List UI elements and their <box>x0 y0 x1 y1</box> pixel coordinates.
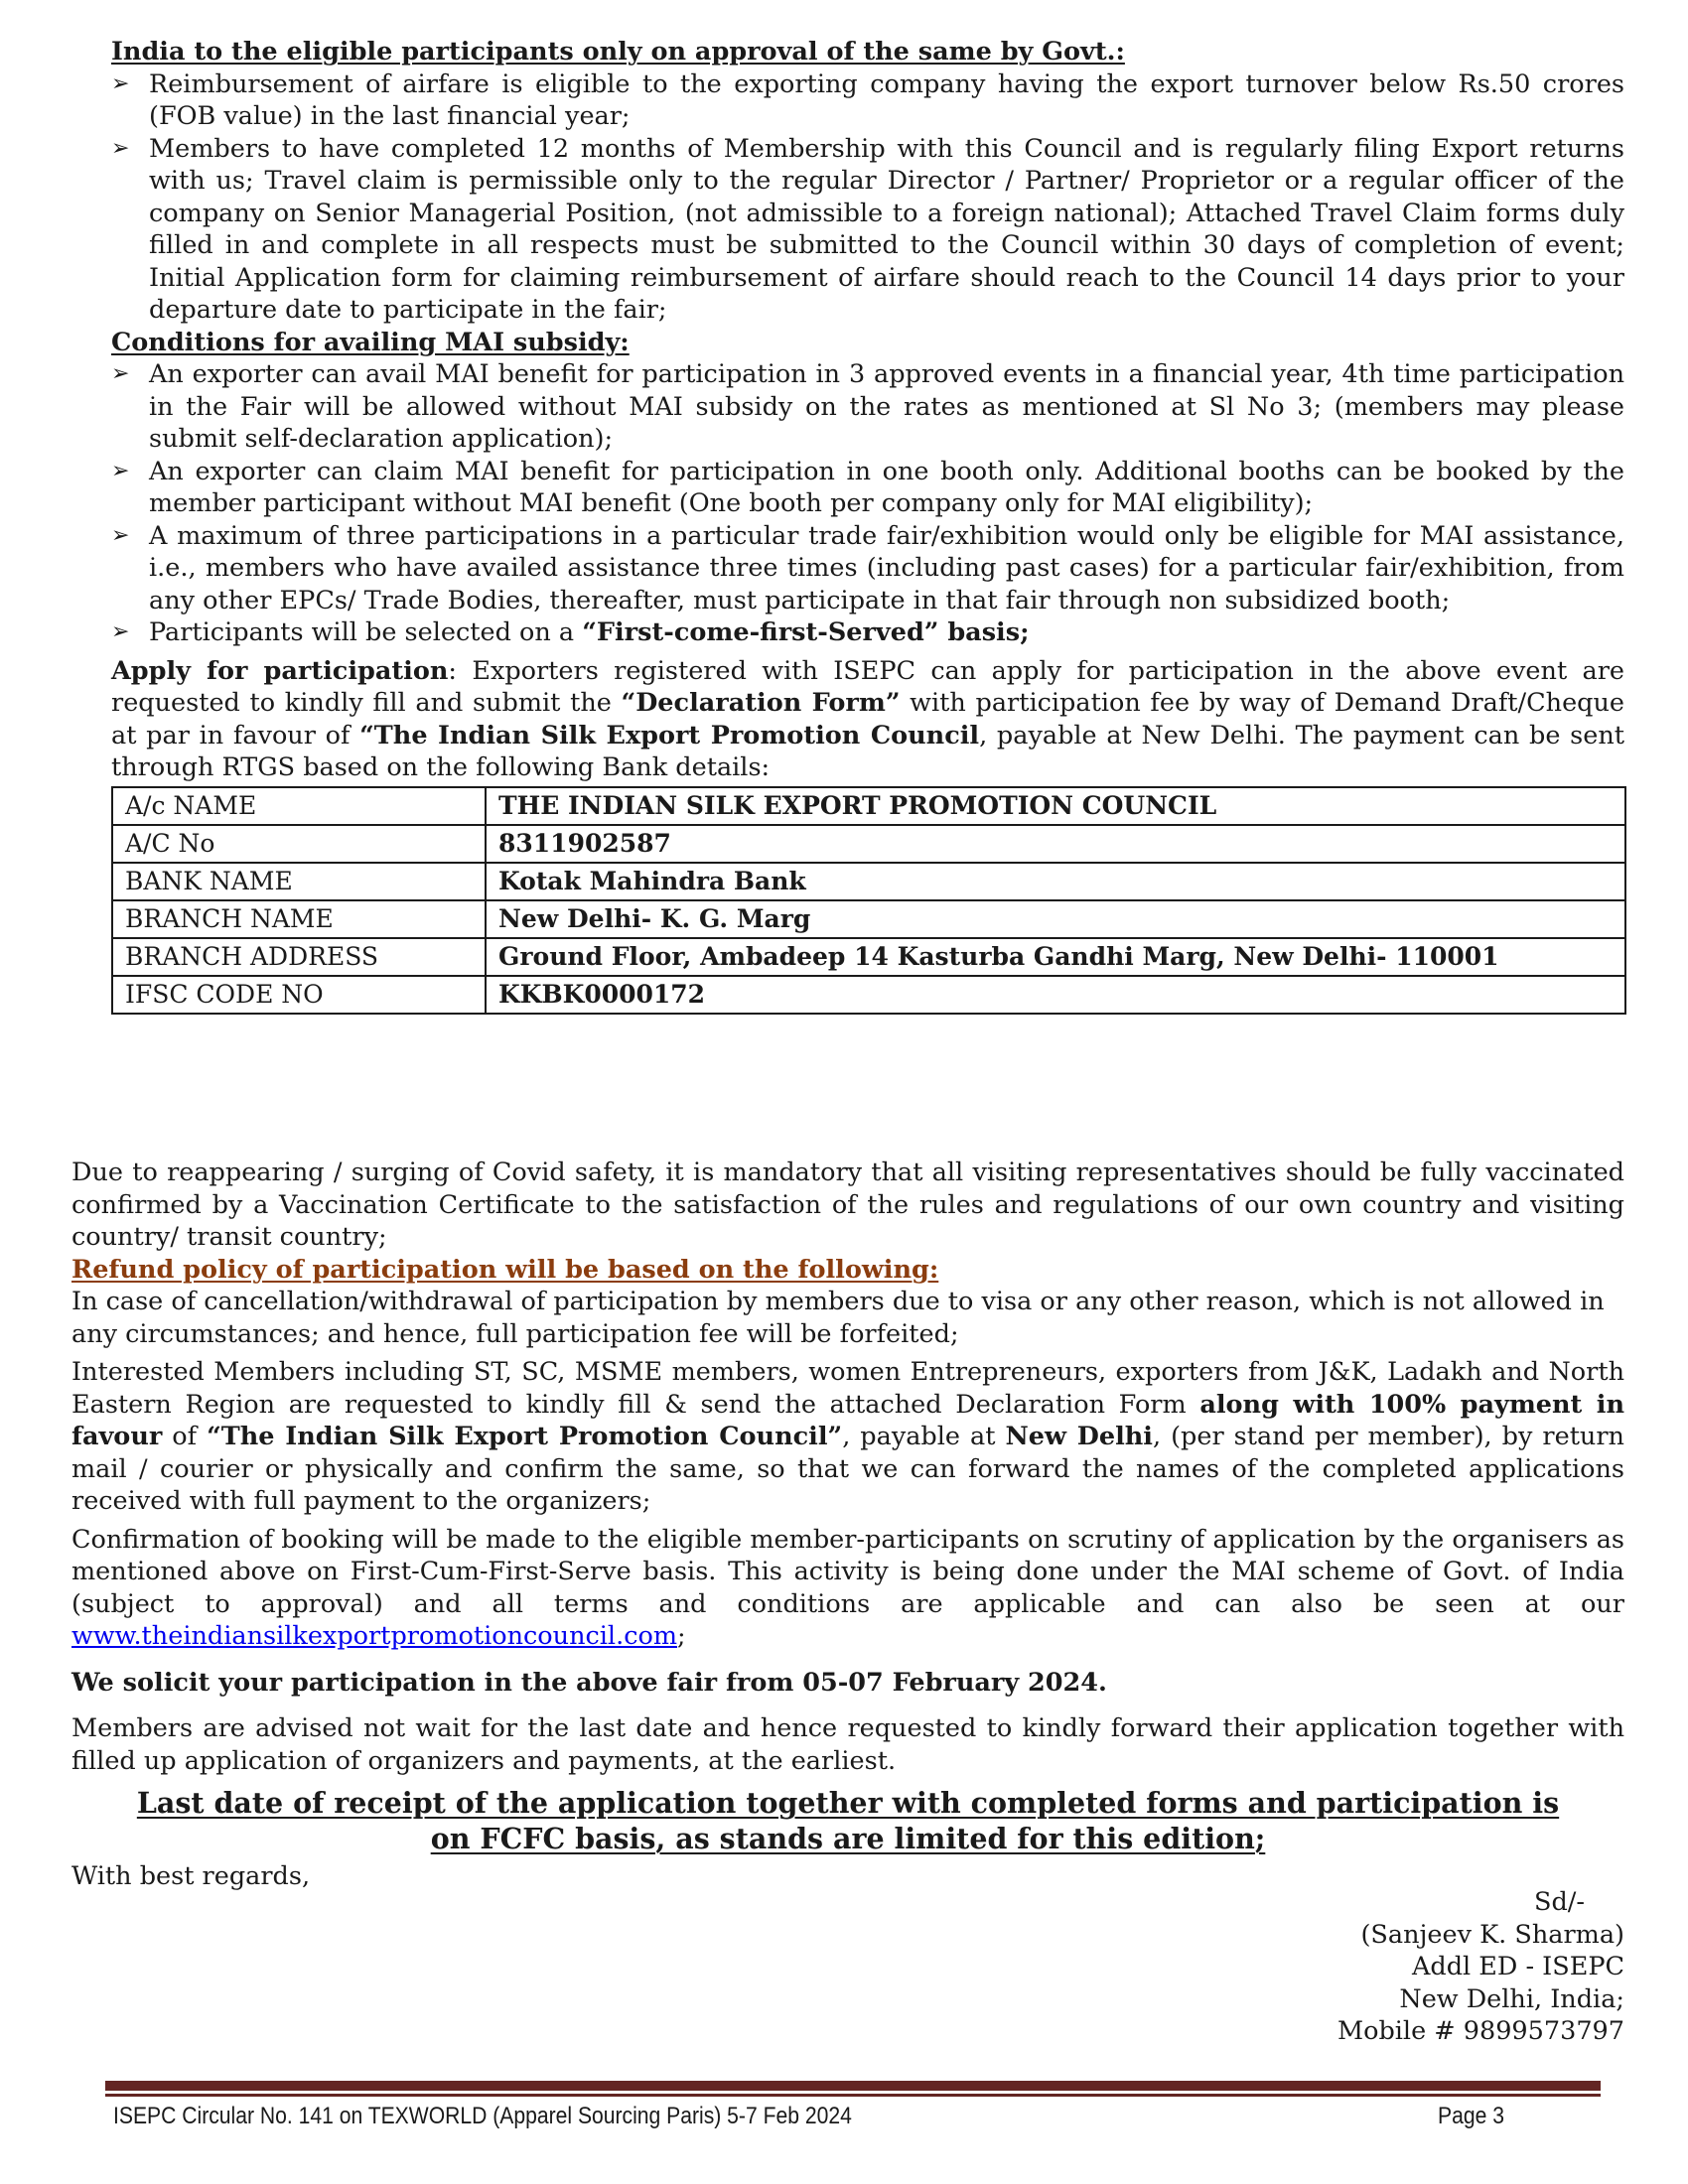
bullet-text: Participants will be selected on a <box>149 617 583 647</box>
paragraph-text: ; <box>677 1621 686 1651</box>
airfare-heading: India to the eligible participants only on approval of the same by Govt.: <box>111 37 1125 67</box>
last-date-line-1: Last date of receipt of the application together with completed forms and participation is <box>136 1786 1560 1820</box>
list-item <box>111 616 1624 649</box>
arrow-bullet-icon: ➢ <box>111 458 130 483</box>
main-body-lower <box>71 1157 1624 1893</box>
refund-heading: Refund policy of participation will be based on the following: <box>71 1254 939 1285</box>
apply-label: Apply for participation <box>111 655 449 686</box>
signatory-location: New Delhi, India; <box>1399 1983 1624 2014</box>
table-row <box>112 900 1625 938</box>
arrow-bullet-icon: ➢ <box>111 619 130 644</box>
signatory-title: Addl ED - ISEPC <box>1411 1952 1624 1981</box>
last-date-line-2: on FCFC basis, as stands are limited for this edition; <box>430 1822 1266 1855</box>
signature-block <box>1337 1886 1624 2048</box>
arrow-bullet-icon: ➢ <box>111 361 130 386</box>
payee-name: “The Indian Silk Export Promotion Council <box>359 720 980 751</box>
footer-page-number: Page 3 <box>1438 2103 1504 2129</box>
bank-field-label: BRANCH NAME <box>112 900 486 938</box>
council-website-link[interactable]: www.theindiansilkexportpromotioncouncil.com <box>71 1621 678 1651</box>
apply-paragraph <box>111 655 1624 784</box>
table-row <box>112 787 1625 825</box>
bank-field-value: KKBK0000172 <box>486 976 1625 1014</box>
bank-field-label: A/c NAME <box>112 787 486 825</box>
bank-field-value: THE INDIAN SILK EXPORT PROMOTION COUNCIL <box>486 787 1625 825</box>
apply-text: : Exporters registered with ISEPC can apply for participation in the above event are requested to kindly fill and submit the <box>111 655 1624 718</box>
footer-divider-thick <box>105 2081 1601 2091</box>
bullet-text: An exporter can claim MAI benefit for participation in one booth only. Additional booths can be booked by the member participant without MAI benefit (One booth per company only for MAI eligibility); <box>149 456 1624 518</box>
payable-city: New Delhi <box>1005 1422 1153 1451</box>
bank-field-label: BRANCH ADDRESS <box>112 938 486 976</box>
refund-text: In case of cancellation/withdrawal of participation by members due to visa or any other reason, which is not allowed in any circumstances; and hence, full participation fee will be forfeited; <box>71 1287 1605 1349</box>
bank-field-value: Kotak Mahindra Bank <box>486 863 1625 900</box>
table-row <box>112 938 1625 976</box>
bank-field-label: BANK NAME <box>112 863 486 900</box>
list-item <box>111 520 1624 617</box>
paragraph-text: , (per stand per member), by return mail / courier or physically and confirm the same, so that we can forward the names of the completed applications received with full payment to the organizers; <box>71 1422 1624 1516</box>
signature-sd: Sd/- <box>1534 1887 1585 1917</box>
bullet-text: An exporter can avail MAI benefit for participation in 3 approved events in a financial year, 4th time participation in the Fair will be allowed without MAI subsidy on the rates as mentioned at Sl No 3; (members may please submit self-declaration application); <box>149 359 1624 454</box>
paragraph-text: , payable at <box>842 1422 1006 1451</box>
bullet-text: Reimbursement of airfare is eligible to the exporting company having the export turnover below Rs.50 crores (FOB value) in the last financial year; <box>149 68 1624 131</box>
main-body-upper <box>111 36 1624 1015</box>
table-row <box>112 825 1625 863</box>
mai-bullet-list <box>111 358 1624 649</box>
bank-field-value: 8311902587 <box>486 825 1625 863</box>
airfare-bullet-list <box>111 68 1624 327</box>
closing-greeting: With best regards, <box>71 1861 311 1891</box>
arrow-bullet-icon: ➢ <box>111 522 130 548</box>
bullet-bold-text: “First-come-first-Served” basis; <box>582 617 1030 647</box>
list-item <box>111 68 1624 133</box>
signatory-name: (Sanjeev K. Sharma) <box>1360 1919 1624 1950</box>
footer-divider-thin <box>105 2094 1601 2097</box>
bank-field-value: New Delhi- K. G. Marg <box>486 900 1625 938</box>
table-row <box>112 976 1625 1014</box>
list-item <box>111 456 1624 520</box>
arrow-bullet-icon: ➢ <box>111 135 130 161</box>
confirmation-paragraph <box>71 1524 1624 1653</box>
paragraph-text: of <box>162 1422 208 1451</box>
arrow-bullet-icon: ➢ <box>111 70 130 96</box>
apply-text: with participation fee by way of Demand Draft/Cheque at par in favour of <box>111 688 1624 751</box>
declaration-form-name: “Declaration Form” <box>621 688 901 718</box>
signatory-mobile: Mobile # 9899573797 <box>1336 2016 1624 2046</box>
last-date-notice <box>71 1785 1624 1856</box>
list-item <box>111 133 1624 327</box>
covid-note: Due to reappearing / surging of Covid safety, it is mandatory that all visiting representatives should be fully vaccinated confirmed by a Vaccination Certificate to the satisfaction of the rules and regulations of our own country and visiting country/ transit country; <box>71 1158 1624 1252</box>
bank-field-label: A/C No <box>112 825 486 863</box>
list-item <box>111 358 1624 456</box>
bullet-text: Members to have completed 12 months of Membership with this Council and is regularly filing Export returns with us; Travel claim is permissible only to the regular Director / Partner/ Proprietor or a regular officer of the company on Senior Managerial Position, (not admissible to a foreign national); Attached Travel Claim forms duly filled in and complete in all respects must be submitted to the Council within 30 days of completion of event; Initial Application form for claiming reimbursement of airfare should reach to the Council 14 days prior to your departure date to participate in the fair; <box>149 133 1624 325</box>
solicit-statement: We solicit your participation in the above fair from 05-07 February 2024. <box>71 1667 1107 1698</box>
payee-name: “The Indian Silk Export Promotion Council” <box>207 1422 843 1451</box>
payment-emphasis: along with 100% payment in favour <box>71 1389 1624 1451</box>
bullet-text: A maximum of three participations in a particular trade fair/exhibition would only be eligible for MAI assistance, i.e., members who have availed assistance three times (including past cases) for a particular fair/exhibition, from any other EPCs/ Trade Bodies, thereafter, must participate in that fair through non subsidized booth; <box>149 520 1624 615</box>
bank-field-value: Ground Floor, Ambadeep 14 Kasturba Gandhi Marg, New Delhi- 110001 <box>486 938 1625 976</box>
paragraph-text: Interested Members including ST, SC, MSME members, women Entrepreneurs, exporters from J&K, Ladakh and North Eastern Region are requested to kindly fill & send the attached Declaration Form <box>71 1357 1624 1420</box>
paragraph-text: Confirmation of booking will be made to the eligible member-participants on scrutiny of application by the organisers as mentioned above on First-Cum-First-Serve basis. This activity is being done under the MAI scheme of Govt. of India (subject to approval) and all terms and conditions are applicable and can also be seen at our <box>71 1524 1624 1619</box>
advice-paragraph: Members are advised not wait for the last date and hence requested to kindly forward their application together with filled up application of organizers and payments, at the earliest. <box>71 1713 1624 1776</box>
bank-details-table <box>111 786 1626 1015</box>
mai-heading: Conditions for availing MAI subsidy: <box>111 327 630 357</box>
table-row <box>112 863 1625 900</box>
footer-circular-title: ISEPC Circular No. 141 on TEXWORLD (Apparel Sourcing Paris) 5-7 Feb 2024 <box>113 2103 852 2129</box>
apply-text: , payable at New Delhi. The payment can be sent through RTGS based on the following Bank details: <box>111 720 1624 782</box>
interested-members-paragraph <box>71 1356 1624 1518</box>
bank-field-label: IFSC CODE NO <box>112 976 486 1014</box>
